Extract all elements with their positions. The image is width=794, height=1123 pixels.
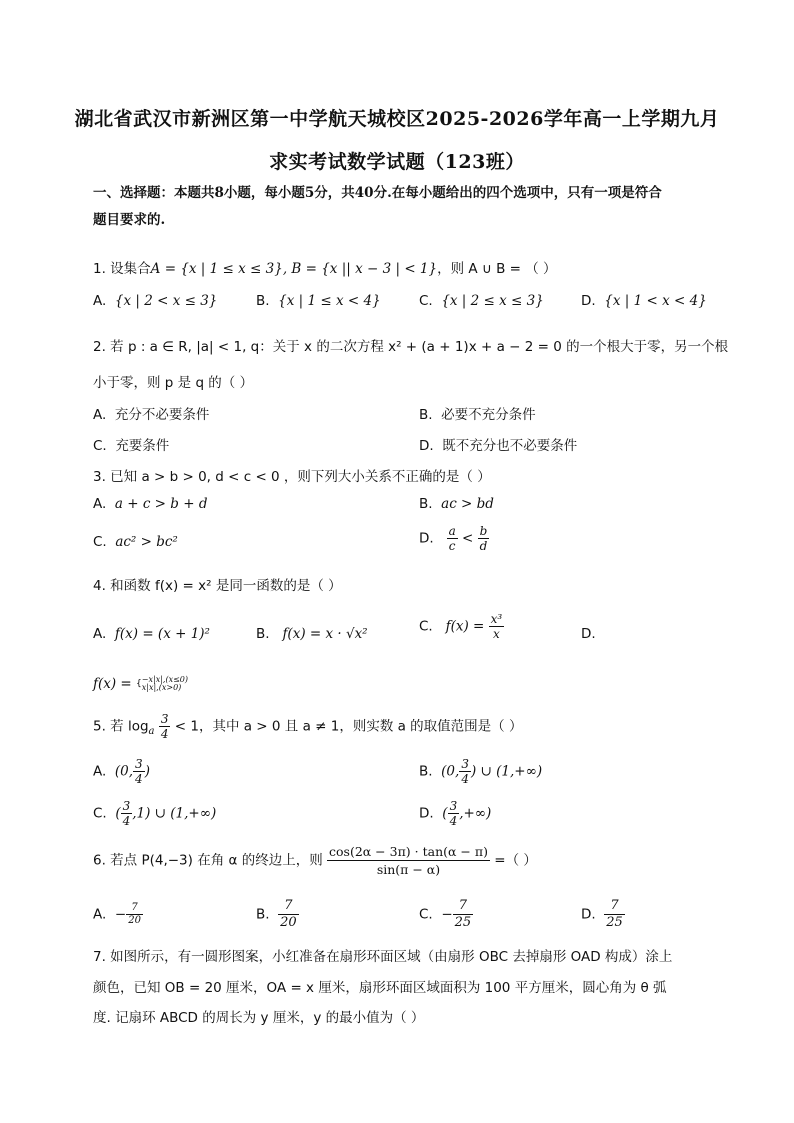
question-7: 7. 如图所示，有一圆形图案，小红准备在扇形环面区域（由扇形 OBC 去掉扇形 OAD 构成）涂上 xyxy=(93,949,673,965)
q2-option-d[interactable] xyxy=(419,434,577,454)
fraction-den: 20 xyxy=(128,915,141,926)
fraction xyxy=(453,898,474,931)
q1-option-c[interactable] xyxy=(419,293,544,309)
fraction xyxy=(327,843,490,878)
option-pre: (0, xyxy=(114,763,134,780)
fraction xyxy=(448,799,460,828)
case-2: x|x|,(x>0) xyxy=(141,683,182,692)
option-pre: (0, xyxy=(441,763,460,780)
q5-stem-a: 5. 若 log xyxy=(93,718,149,735)
q3-option-c[interactable] xyxy=(93,534,178,550)
q5-option-a[interactable] xyxy=(93,757,150,786)
option-label: A. xyxy=(93,293,107,309)
piecewise-cases xyxy=(142,676,188,692)
option-label: B. xyxy=(419,407,433,423)
option-text: a + c > b + d xyxy=(114,496,208,512)
fraction-num: 3 xyxy=(461,757,469,771)
question-1 xyxy=(93,257,557,277)
option-label: A. xyxy=(93,407,107,423)
q6-option-b[interactable] xyxy=(256,898,299,931)
fraction-den: sin(π − α) xyxy=(376,862,441,877)
question-7-line3: 度. 记扇环 ABCD 的周长为 y 厘米，y 的最小值为（ ） xyxy=(93,1010,425,1026)
option-label: A. xyxy=(93,626,107,642)
q1-option-d[interactable] xyxy=(581,293,707,309)
fraction xyxy=(489,612,505,641)
option-text: 充要条件 xyxy=(115,438,170,454)
option-pre: ( xyxy=(442,805,448,822)
question-6 xyxy=(93,843,537,878)
q1-math: A = {x | 1 ≤ x ≤ 3}, B = {x || x − 3 | < 1} xyxy=(150,261,438,277)
question-2-cont: 小于零，则 p 是 q 的（ ） xyxy=(93,375,254,391)
section-heading-line1: 一、选择题：本题共8小题，每小题5分，共40分.在每小题给出的四个选项中，只有一项是符合 xyxy=(93,185,662,201)
option-text: {x | 1 ≤ x < 4} xyxy=(278,293,381,309)
question-3: 3. 已知 a > b > 0, d < c < 0 ，则下列大小关系不正确的是（ ） xyxy=(93,469,491,485)
q5-option-b[interactable] xyxy=(419,757,542,786)
option-label: B. xyxy=(256,626,270,642)
q6-option-a[interactable] xyxy=(93,902,143,927)
fraction-den: d xyxy=(479,539,488,553)
option-label: B. xyxy=(419,763,433,780)
option-label: B. xyxy=(256,906,270,923)
q4-option-b[interactable] xyxy=(256,626,368,642)
fraction xyxy=(459,757,471,786)
fraction xyxy=(126,902,143,927)
piecewise-brace: { xyxy=(136,679,142,689)
fraction-num: 3 xyxy=(135,757,143,771)
q2-option-c[interactable] xyxy=(93,434,169,454)
question-7-line2: 颜色，已知 OB = 20 厘米，OA = x 厘米，扇形环面区域面积为 100 平方厘米，圆心角为 θ 弧 xyxy=(93,980,667,996)
q1-tail: ，则 A ∪ B = （ ） xyxy=(437,261,557,277)
q3-option-b[interactable] xyxy=(419,496,494,512)
option-text: {x | 1 < x < 4} xyxy=(604,293,707,309)
fraction-den: c xyxy=(448,539,456,553)
section-heading-line2: 题目要求的. xyxy=(93,212,166,228)
fraction-den: x xyxy=(493,627,500,641)
q6-option-c[interactable] xyxy=(419,898,473,931)
option-label: C. xyxy=(93,805,107,822)
option-text: {x | 2 ≤ x ≤ 3} xyxy=(441,293,544,309)
option-pre: ( xyxy=(115,805,121,822)
question-4: 4. 和函数 f(x) = x² 是同一函数的是（ ） xyxy=(93,578,342,594)
option-post: ) ∪ (1,+∞) xyxy=(470,763,543,780)
option-sign: − xyxy=(441,906,453,923)
option-label: A. xyxy=(93,496,107,512)
fraction-den: 25 xyxy=(454,915,472,930)
option-text: {x | 2 < x ≤ 3} xyxy=(114,293,218,309)
option-label: A. xyxy=(93,763,107,780)
log-base: a xyxy=(148,726,155,738)
option-text: 必要不充分条件 xyxy=(441,407,536,423)
fraction-den: 4 xyxy=(135,772,143,786)
fraction-num: x³ xyxy=(490,612,503,626)
fraction-den: 20 xyxy=(280,915,297,930)
page-title: 湖北省武汉市新洲区第一中学航天城校区2025-2026学年高一上学期九月 xyxy=(74,108,720,130)
q2-option-b[interactable] xyxy=(419,403,536,423)
fraction-num: 3 xyxy=(160,712,169,726)
fraction xyxy=(121,799,133,828)
q4-option-d[interactable] xyxy=(581,626,596,642)
fraction-den: 4 xyxy=(160,727,169,741)
fraction-den: 4 xyxy=(122,814,131,828)
option-post: ,1) ∪ (1,+∞) xyxy=(132,805,217,822)
func-lhs: f(x) = xyxy=(93,676,132,692)
q3-option-a[interactable] xyxy=(93,496,207,512)
fraction-num: 3 xyxy=(449,799,458,813)
question-5 xyxy=(93,712,522,741)
q1-stem: 1. 设集合 xyxy=(93,261,151,277)
fraction xyxy=(159,712,171,741)
option-label: C. xyxy=(419,293,433,309)
q4-option-d-func xyxy=(93,676,188,692)
page-subtitle: 求实考试数学试题（123班） xyxy=(269,151,525,173)
question-2: 2. 若 p : a ∈ R, |a| < 1, q：关于 x 的二次方程 x² + (a + 1)x + a − 2 = 0 的一个根大于零，另一个根 xyxy=(93,339,729,355)
relation: < xyxy=(462,530,474,547)
option-label: B. xyxy=(419,496,433,512)
option-label: A. xyxy=(93,906,107,923)
fraction-num: b xyxy=(479,524,488,538)
q6-stem-a: 6. 若点 P(4,−3) 在角 α 的终边上，则 xyxy=(93,852,323,869)
option-text: ac > bd xyxy=(441,496,494,512)
option-label: D. xyxy=(581,293,596,309)
fraction-den: 4 xyxy=(461,772,469,786)
fraction-num: 7 xyxy=(126,902,143,915)
option-text: ac² > bc² xyxy=(115,534,178,550)
fraction-num: 3 xyxy=(122,799,131,813)
option-text: f(x) = x · √x² xyxy=(282,626,368,642)
option-label: D. xyxy=(419,805,434,822)
option-text: f(x) = xyxy=(445,618,489,635)
q6-option-d[interactable] xyxy=(581,898,625,931)
q1-option-b[interactable] xyxy=(256,293,381,309)
fraction-den: 4 xyxy=(449,814,458,828)
option-text: 既不充分也不必要条件 xyxy=(442,438,578,454)
option-label: D. xyxy=(581,626,596,642)
option-text: 充分不必要条件 xyxy=(114,407,210,423)
q5-option-c[interactable] xyxy=(93,799,216,828)
q3-option-d[interactable] xyxy=(419,524,489,553)
q4-option-c[interactable] xyxy=(419,612,504,641)
fraction xyxy=(447,524,458,553)
case-1: −x|x|,(x≤0) xyxy=(141,675,188,684)
option-post: ) xyxy=(144,763,150,780)
option-label: B. xyxy=(256,293,270,309)
fraction xyxy=(478,524,490,553)
option-label: C. xyxy=(419,618,433,635)
option-label: D. xyxy=(419,438,434,454)
q5-stem-b: < 1，其中 a > 0 且 a ≠ 1，则实数 a 的取值范围是（ ） xyxy=(174,718,523,735)
fraction-num: 7 xyxy=(278,898,299,915)
fraction-num: cos(2α − 3π) · tan(α − π) xyxy=(329,844,488,859)
fraction-num: 7 xyxy=(604,898,625,915)
option-label: D. xyxy=(581,906,596,923)
q6-stem-b: =（ ） xyxy=(494,852,537,869)
option-label: C. xyxy=(93,438,107,454)
fraction-den: 25 xyxy=(606,915,623,930)
fraction xyxy=(604,898,625,931)
fraction-num: 7 xyxy=(453,898,474,915)
option-label: C. xyxy=(93,534,107,550)
option-label: D. xyxy=(419,530,434,547)
q2-option-a[interactable] xyxy=(93,403,209,423)
fraction xyxy=(278,898,299,931)
q5-option-d[interactable] xyxy=(419,799,491,828)
fraction-num: a xyxy=(448,524,456,538)
fraction xyxy=(133,757,145,786)
option-label: C. xyxy=(419,906,433,923)
option-post: ,+∞) xyxy=(459,805,492,822)
q1-option-a[interactable] xyxy=(93,293,217,309)
option-text: f(x) = (x + 1)² xyxy=(114,626,210,642)
section-heading xyxy=(93,180,703,234)
option-sign: − xyxy=(114,906,127,923)
q4-option-a[interactable] xyxy=(93,626,210,642)
